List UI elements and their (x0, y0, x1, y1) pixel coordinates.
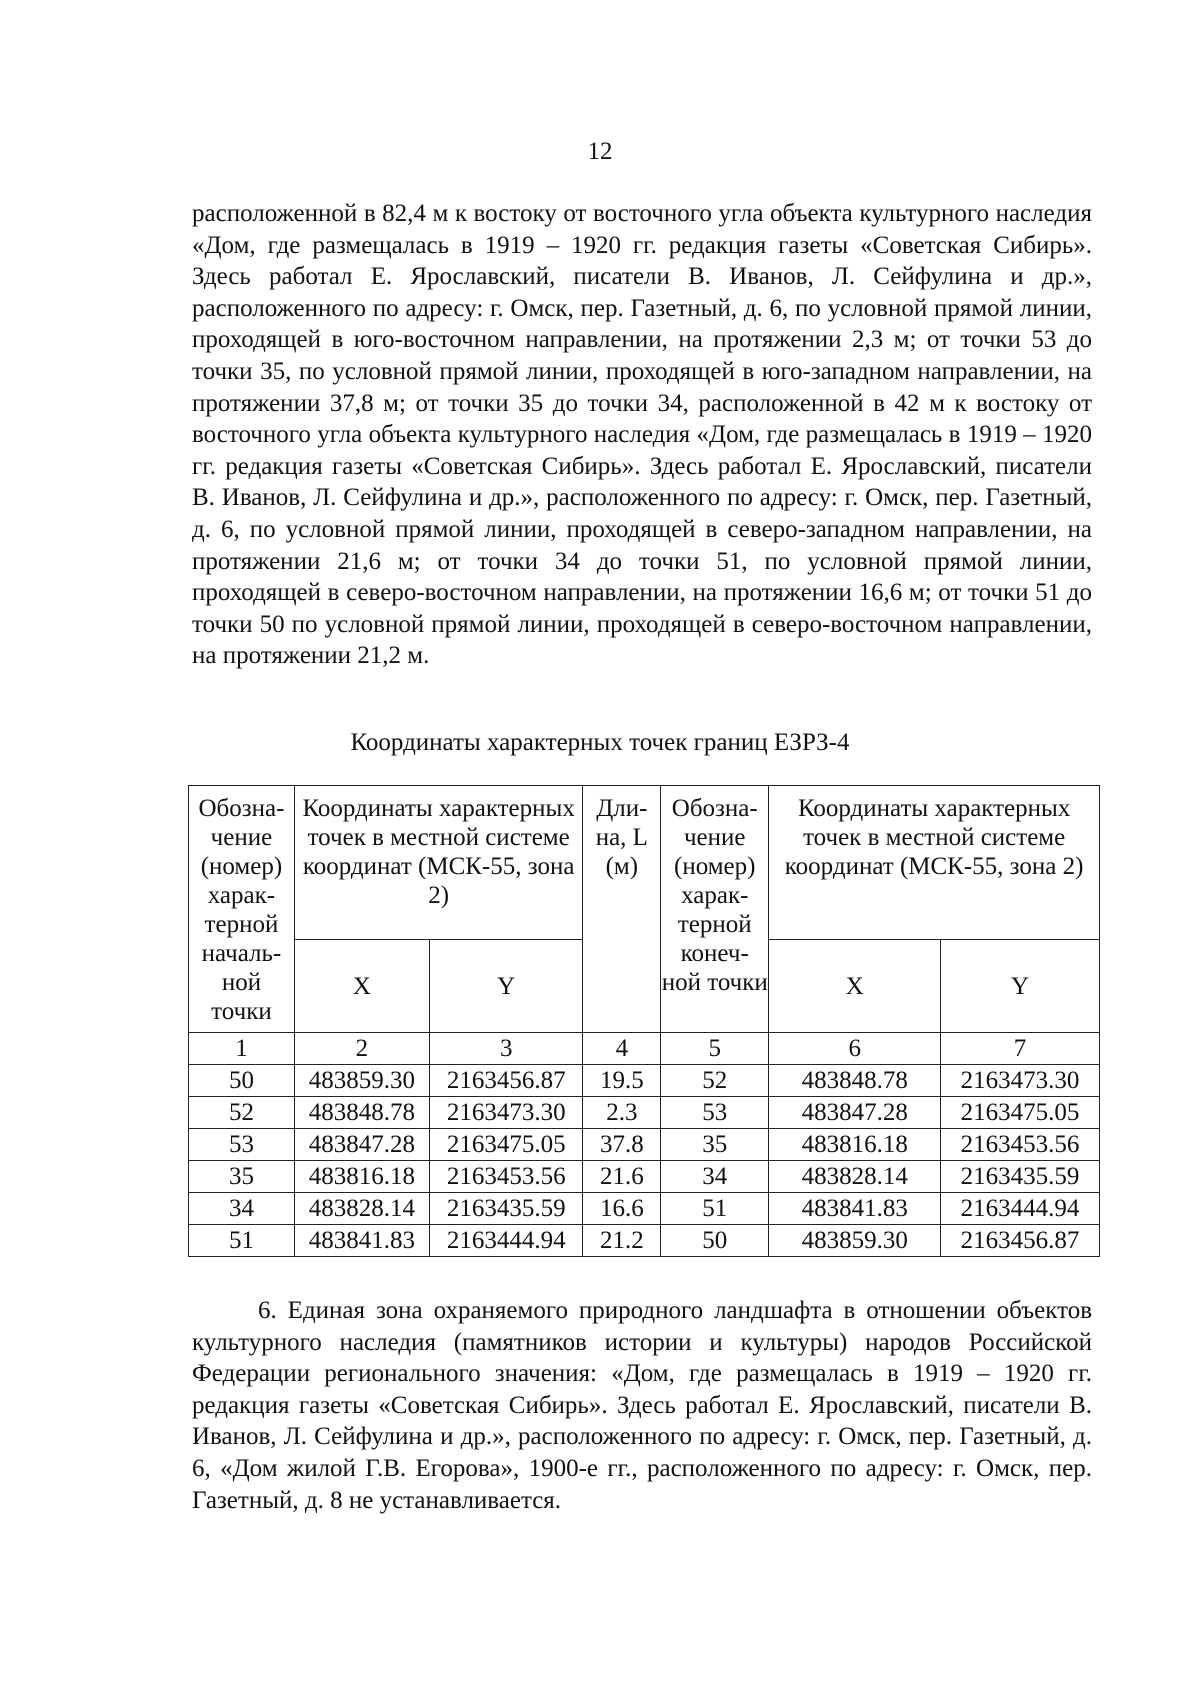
end-y-cell: 2163456.87 (941, 1225, 1100, 1257)
header-y-start: Y (429, 940, 582, 1033)
length-cell: 21.2 (583, 1225, 661, 1257)
end-point-cell: 52 (661, 1065, 769, 1097)
end-x-cell: 483847.28 (769, 1097, 941, 1129)
table-row (189, 1129, 1100, 1161)
end-y-cell: 2163453.56 (941, 1129, 1100, 1161)
table-row (189, 1065, 1100, 1097)
start-y-cell: 2163456.87 (429, 1065, 582, 1097)
start-x-cell: 483848.78 (294, 1097, 429, 1129)
start-y-cell: 2163444.94 (429, 1225, 582, 1257)
column-number: 6 (769, 1033, 941, 1065)
length-cell: 37.8 (583, 1129, 661, 1161)
table-title: Координаты характерных точек границ ЕЗРЗ-4 (350, 729, 850, 756)
table-row (189, 1161, 1100, 1193)
column-number: 4 (583, 1033, 661, 1065)
coordinates-table (188, 785, 1100, 1257)
column-number: 1 (189, 1033, 295, 1065)
length-cell: 16.6 (583, 1193, 661, 1225)
start-y-cell: 2163475.05 (429, 1129, 582, 1161)
length-cell: 21.6 (583, 1161, 661, 1193)
end-point-cell: 53 (661, 1097, 769, 1129)
start-point-cell: 53 (189, 1129, 295, 1161)
end-y-cell: 2163444.94 (941, 1193, 1100, 1225)
length-cell: 2.3 (583, 1097, 661, 1129)
start-y-cell: 2163453.56 (429, 1161, 582, 1193)
page-number: 12 (587, 138, 613, 165)
column-number: 3 (429, 1033, 582, 1065)
start-x-cell: 483841.83 (294, 1225, 429, 1257)
start-point-cell: 34 (189, 1193, 295, 1225)
end-point-cell: 35 (661, 1129, 769, 1161)
end-point-cell: 51 (661, 1193, 769, 1225)
end-y-cell: 2163435.59 (941, 1161, 1100, 1193)
header-y-end: Y (941, 940, 1100, 1033)
header-x-start: X (294, 940, 429, 1033)
start-point-cell: 52 (189, 1097, 295, 1129)
header-end-coordinates: Координаты характерных точек в местной системе координат (МСК-55, зона 2) (769, 786, 1100, 940)
header-start-point: Обозна- чение (номер) харак- терной началь- ной точки (189, 786, 295, 1033)
start-point-cell: 35 (189, 1161, 295, 1193)
end-x-cell: 483848.78 (769, 1065, 941, 1097)
start-x-cell: 483859.30 (294, 1065, 429, 1097)
start-x-cell: 483847.28 (294, 1129, 429, 1161)
end-x-cell: 483859.30 (769, 1225, 941, 1257)
header-start-coordinates: Координаты характерных точек в местной системе координат (МСК-55, зона 2) (294, 786, 583, 940)
end-x-cell: 483828.14 (769, 1161, 941, 1193)
start-y-cell: 2163435.59 (429, 1193, 582, 1225)
header-x-end: X (769, 940, 941, 1033)
column-number: 2 (294, 1033, 429, 1065)
header-length: Дли- на, L (м) (583, 786, 661, 1033)
body-paragraph-1: расположенной в 82,4 м к востоку от восточного угла объекта культурного наследия «Дом, где размещалась в 1919 – 1920 гг. редакция газеты «Советская Сибирь». Здесь работал Е. Ярославский, писатели В. Иванов, Л. Сейфулина и др.», расположенного по адресу: г. Омск, пер. Газетный, д. 6, по условной прямой линии, проходящей в юго-восточном направлении, на протяжении 2,3 м; от точки 53 до точки 35, по условной прямой линии, проходящей в юго-западном направлении, на протяжении 37,8 м; от точки 35 до точки 34, расположенной в 42 м к востоку от восточного угла объекта культурного наследия «Дом, где размещалась в 1919 – 1920 гг. редакция газеты «Советская Сибирь». Здесь работал Е. Ярославский, писатели В. Иванов, Л. Сейфулина и др.», расположенного по адресу: г. Омск, пер. Газетный, д. 6, по условной прямой линии, проходящей в северо-западном направлении, на протяжении 21,6 м; от точки 34 до точки 51, по условной прямой линии, проходящей в северо-восточном направлении, на протяжении 16,6 м; от точки 51 до точки 50 по условной прямой линии, проходящей в северо-восточном направлении, на протяжении 21,2 м. (192, 200, 1092, 670)
start-point-cell: 50 (189, 1065, 295, 1097)
table-row (189, 1193, 1100, 1225)
table-row (189, 1225, 1100, 1257)
table-row (189, 1097, 1100, 1129)
end-y-cell: 2163475.05 (941, 1097, 1100, 1129)
start-point-cell: 51 (189, 1225, 295, 1257)
end-x-cell: 483841.83 (769, 1193, 941, 1225)
end-x-cell: 483816.18 (769, 1129, 941, 1161)
end-point-cell: 50 (661, 1225, 769, 1257)
start-y-cell: 2163473.30 (429, 1097, 582, 1129)
length-cell: 19.5 (583, 1065, 661, 1097)
column-number: 5 (661, 1033, 769, 1065)
end-point-cell: 34 (661, 1161, 769, 1193)
start-x-cell: 483816.18 (294, 1161, 429, 1193)
end-y-cell: 2163473.30 (941, 1065, 1100, 1097)
body-paragraph-2: 6. Единая зона охраняемого природного ландшафта в отношении объектов культурного наследия (памятников истории и культуры) народов Российской Федерации регионального значения: «Дом, где размещалась в 1919 – 1920 гг. редакция газеты «Советская Сибирь». Здесь работал Е. Ярославский, писатели В. Иванов, Л. Сейфулина и др.», расположенного по адресу: г. Омск, пер. Газетный, д. 6, «Дом жилой Г.В. Егорова», 1900-е гг., расположенного по адресу: г. Омск, пер. Газетный, д. 8 не устанавливается. (192, 1297, 1092, 1514)
column-number-row (189, 1033, 1100, 1065)
column-number: 7 (941, 1033, 1100, 1065)
start-x-cell: 483828.14 (294, 1193, 429, 1225)
header-end-point: Обозна- чение (номер) харак- терной конеч- ной точки (661, 786, 769, 1033)
